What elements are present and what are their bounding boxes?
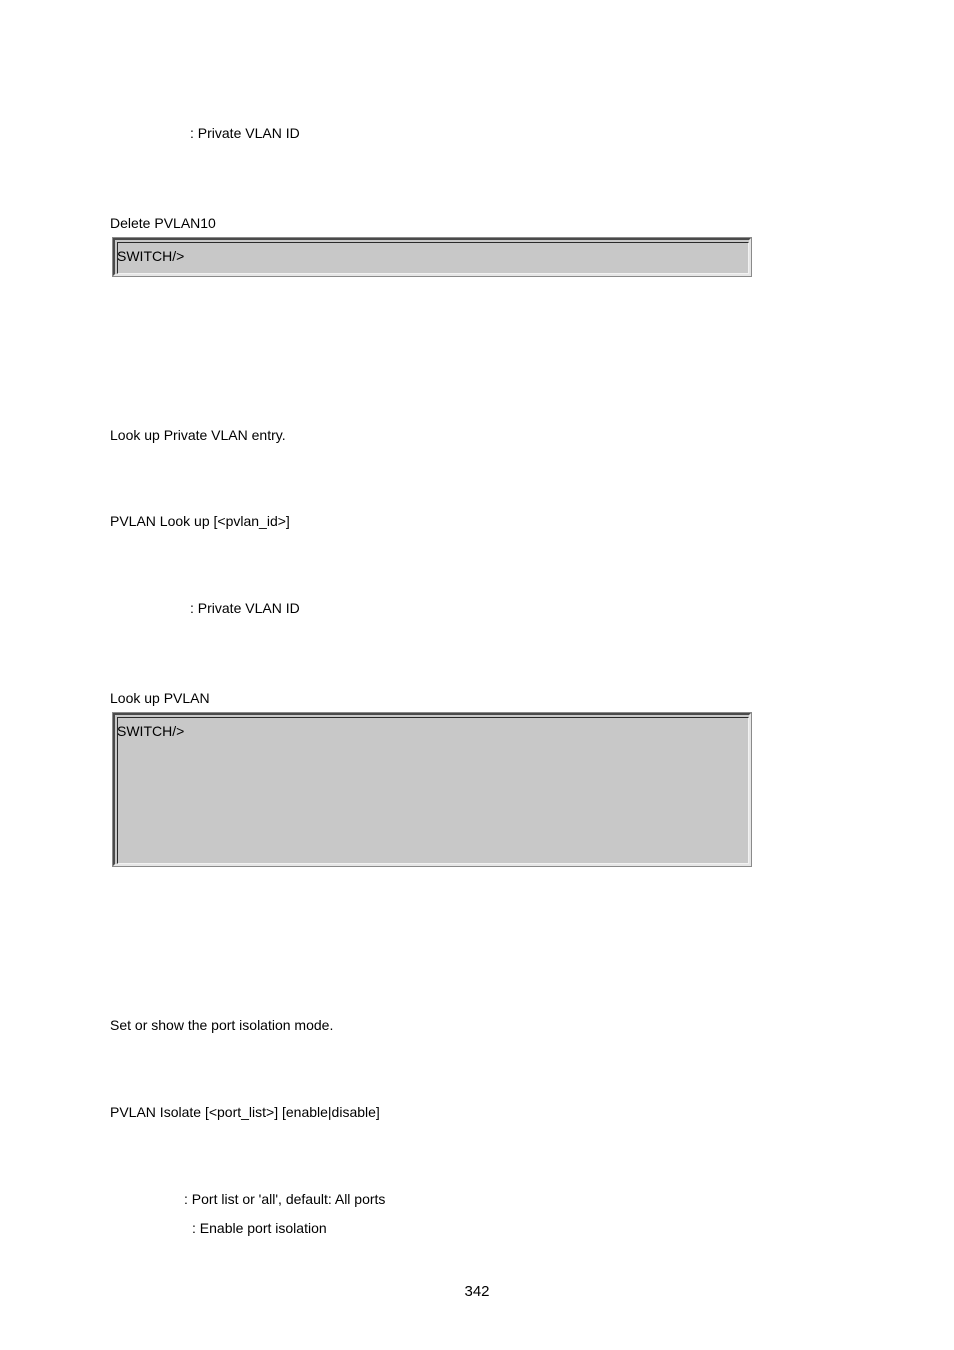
console-prompt: SWITCH/> bbox=[117, 723, 185, 739]
param-pvlan-id: : Private VLAN ID bbox=[190, 125, 300, 141]
lookup-syntax: PVLAN Look up [<pvlan_id>] bbox=[110, 513, 290, 529]
console-prompt: SWITCH/> bbox=[117, 248, 185, 264]
console-box-delete bbox=[113, 238, 751, 276]
lookup-description: Look up Private VLAN entry. bbox=[110, 427, 286, 443]
example-caption-lookup: Look up PVLAN bbox=[110, 690, 210, 706]
console-inner-border bbox=[117, 242, 749, 274]
isolate-syntax: PVLAN Isolate [<port_list>] [enable|disable] bbox=[110, 1104, 380, 1120]
param-enable: : Enable port isolation bbox=[192, 1220, 327, 1236]
param-pvlan-id-lookup: : Private VLAN ID bbox=[190, 600, 300, 616]
example-caption-delete: Delete PVLAN10 bbox=[110, 215, 216, 231]
console-box-lookup bbox=[113, 713, 751, 866]
console-inner-border bbox=[117, 717, 749, 864]
page-number: 342 bbox=[464, 1283, 490, 1300]
isolate-description: Set or show the port isolation mode. bbox=[110, 1017, 334, 1033]
param-port-list: : Port list or 'all', default: All ports bbox=[184, 1191, 386, 1207]
